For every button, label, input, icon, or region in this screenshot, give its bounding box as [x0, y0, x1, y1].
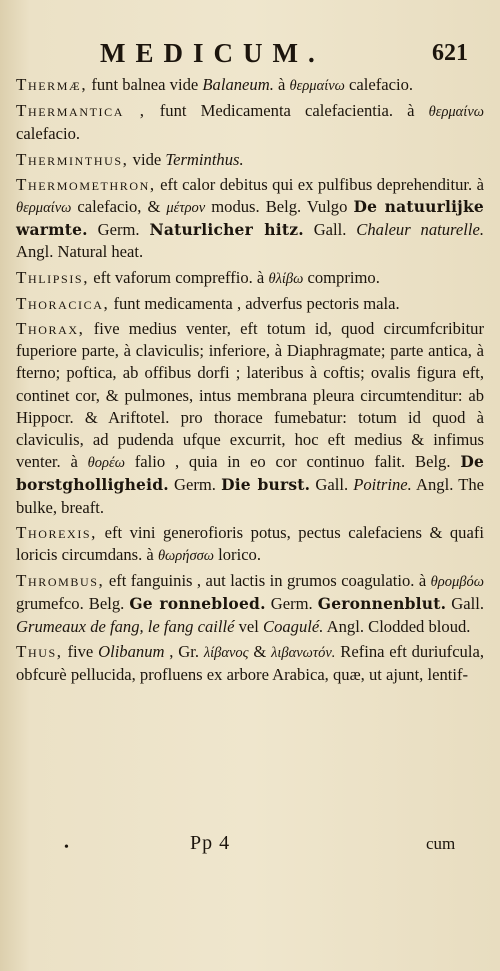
greek-word: θωρήσσω	[157, 548, 214, 565]
entry-thorexis	[16, 522, 484, 567]
french-term: Coagulé.	[263, 616, 324, 636]
definition-text: Gall.	[446, 594, 484, 614]
entry-thus	[16, 641, 484, 686]
running-head	[0, 38, 500, 72]
definition-text: calefacio.	[344, 75, 414, 94]
french-term: Chaleur naturelle.	[356, 220, 485, 240]
catchword: cum	[426, 834, 456, 853]
definition-text: eft vini generofioris potus, pectus calefaciens & quafi loricis circumdans. à	[16, 522, 484, 565]
greek-word: λιβανωτόν.	[271, 644, 336, 661]
definition-text: eft calor debitus qui ex pulfibus deprehenditur. à	[160, 174, 484, 194]
definition-text: vel	[234, 616, 264, 636]
definition-text: calefacio, &	[71, 197, 167, 217]
definition-text: funt medicamenta , adverfus pectoris mala.	[113, 293, 400, 313]
definition-text: five medius venter, eft totum id, quod circumfcribitur fuperiore parte, à claviculis; inferiore, à Diaphragmate; parte antica, à fterno; poftica, ab offibus dorfi ; lateribus à coftis; ovalis figura eft, continet cor, & pulmones, intus membrana pleura circumtenditur: ab Hippocr. & Ariftotel. pro thorace fumebatur: totum id quod à claviculis, ad pudenda ufque excurrit, hoc eft medius & infimus venter. à	[16, 319, 484, 472]
page-footer	[0, 832, 500, 862]
definition-text: funt Medicamenta calefacientia. à	[159, 101, 429, 121]
definition-text: Angl. Clodded bloud.	[323, 616, 471, 636]
ink-speck: •	[64, 840, 69, 855]
dutch-term: De natuurlijke warmte.	[16, 197, 484, 240]
headword: Thoracica,	[16, 293, 110, 313]
entry-thermomethron	[16, 174, 484, 264]
cross-reference: Terminthus.	[165, 149, 244, 169]
french-term: Poitrine.	[353, 475, 412, 495]
definition-text: Germ.	[87, 220, 150, 240]
definition-text: five	[67, 641, 99, 661]
definition-text: Refina eft duriufcula, obfcurè pellucida, profluens ex arbore Arabica, quæ, ut ajunt, lentif-	[16, 641, 484, 685]
definition-text: lorico.	[214, 545, 262, 565]
definition-text: , Gr.	[164, 641, 204, 661]
greek-word: θερμαίνω	[16, 200, 72, 217]
dutch-term: Ge ronnebloed.	[129, 594, 266, 614]
entry-therminthus	[16, 149, 484, 171]
definition-text: à	[273, 75, 290, 94]
definition-text: Germ.	[168, 475, 222, 495]
definition-text: modus. Belg. Vulgo	[205, 197, 354, 217]
cross-reference: Balaneum.	[202, 75, 274, 94]
definition-text: calefacio.	[16, 124, 81, 144]
definition-text: Angl. The bulke, breaft.	[16, 475, 485, 517]
german-term: Naturlicher hitz.	[149, 220, 304, 240]
german-term: Geronnenblut.	[317, 594, 447, 614]
headword: Thrombus,	[16, 571, 105, 591]
definition-text: Angl. Natural heat.	[16, 242, 144, 262]
definition-text: comprimo.	[303, 267, 380, 287]
entry-thlipsis	[16, 267, 484, 290]
headword: Thermæ,	[16, 75, 88, 94]
greek-word: θρομβόω	[430, 574, 484, 591]
french-term: Grumeaux de fang, le fang caillé	[16, 616, 235, 636]
headword: Therminthus,	[16, 149, 129, 169]
greek-word: θλίβω	[268, 270, 304, 287]
greek-word: θερμαίνω	[289, 78, 345, 94]
headword: Thorax,	[16, 319, 85, 339]
running-title: MEDICUM.	[100, 38, 325, 68]
headword: Thus,	[16, 641, 63, 661]
definition-text: falio , quia in eo cor continuo falit. Belg.	[124, 452, 461, 472]
headword: Thlipsis,	[16, 267, 90, 287]
entry-thermantica	[16, 100, 484, 145]
latin-term: Olibanum	[98, 641, 165, 661]
signature-mark: Pp 4	[190, 832, 231, 854]
headword: Thermomethron,	[16, 174, 156, 194]
german-term: Die burst.	[221, 475, 311, 495]
definition-text: eft vaforum compreffio. à	[93, 267, 269, 287]
definition-text: Germ.	[265, 594, 318, 614]
headword: Thermantica ,	[16, 101, 146, 121]
greek-word: θορέω	[87, 455, 125, 472]
dutch-term: De borstgholligheid.	[16, 452, 485, 495]
greek-word: λίβανος	[203, 644, 249, 661]
definition-text: eft fanguinis , aut lactis in grumos coagulatio. à	[108, 571, 431, 591]
headword: Thorexis,	[16, 522, 98, 542]
definition-text: grumefco. Belg.	[16, 594, 130, 614]
entry-thermae	[16, 74, 484, 97]
definition-text: Gall.	[310, 475, 354, 495]
greek-word: μέτρον	[166, 200, 206, 217]
greek-word: θερμαίνω	[428, 104, 484, 121]
dictionary-text	[16, 74, 484, 686]
page-number: 621	[432, 40, 468, 66]
entry-thoracica	[16, 293, 484, 315]
definition-text: &	[248, 641, 272, 661]
entry-thorax	[16, 318, 484, 519]
definition-text: vide	[132, 149, 162, 169]
definition-text: Gall.	[303, 220, 357, 240]
entry-thrombus	[16, 570, 484, 638]
definition-text: funt balnea vide	[91, 75, 199, 94]
